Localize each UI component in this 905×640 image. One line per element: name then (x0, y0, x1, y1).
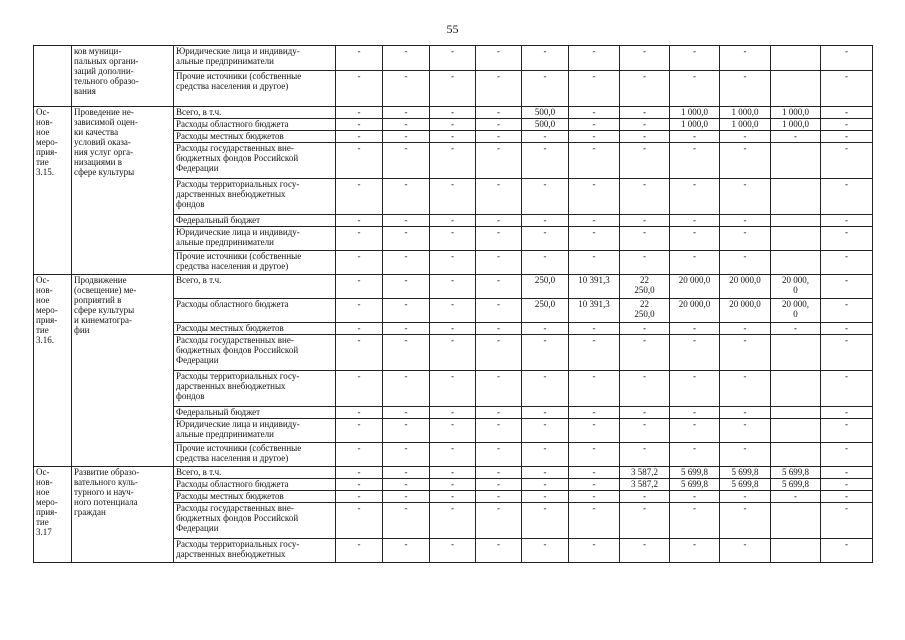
value-cell: - (821, 407, 873, 419)
funding-source-cell: Всего, в т.ч. (174, 107, 336, 119)
activity-name-cell: Развитие образо- вательного куль- турного и науч- ного потенциала граждан (72, 467, 174, 563)
value-cell: - (821, 227, 873, 251)
value-cell: - (430, 539, 476, 563)
value-cell: - (383, 275, 430, 299)
funding-source-cell: Расходы территориальных госу- дарственных внебюджетных (174, 539, 336, 563)
value-cell: - (821, 539, 873, 563)
value-cell: - (430, 179, 476, 215)
funding-source-cell: Федеральный бюджет (174, 407, 336, 419)
value-cell: 1 000,0 (771, 119, 821, 131)
value-cell: - (383, 371, 430, 407)
value-cell: - (720, 46, 771, 71)
value-cell: - (383, 299, 430, 323)
value-cell: - (476, 107, 522, 119)
value-cell: - (522, 419, 569, 443)
value-cell: - (670, 491, 720, 503)
value-cell: - (430, 323, 476, 335)
table-row (34, 46, 873, 71)
value-cell: - (430, 251, 476, 275)
value-cell (771, 407, 821, 419)
value-cell: - (620, 443, 670, 467)
value-cell: - (383, 491, 430, 503)
value-cell: - (771, 131, 821, 143)
value-cell: - (336, 143, 383, 179)
value-cell: - (336, 227, 383, 251)
value-cell: - (620, 215, 670, 227)
value-cell: - (670, 419, 720, 443)
value-cell: - (522, 371, 569, 407)
value-cell: - (620, 46, 670, 71)
value-cell: - (821, 371, 873, 407)
value-cell: - (569, 491, 620, 503)
activity-number-cell: Ос- нов- ное меро- прия- тие 3.16. (34, 275, 72, 467)
value-cell: - (336, 179, 383, 215)
value-cell: 3 587,2 (620, 467, 670, 479)
value-cell: - (336, 251, 383, 275)
value-cell: - (430, 119, 476, 131)
value-cell: - (476, 479, 522, 491)
value-cell: - (670, 539, 720, 563)
value-cell: - (569, 419, 620, 443)
value-cell: - (821, 119, 873, 131)
activity-number-cell (34, 46, 72, 107)
value-cell: - (430, 143, 476, 179)
value-cell: - (383, 215, 430, 227)
value-cell: - (336, 275, 383, 299)
value-cell: - (569, 107, 620, 119)
value-cell: 1 000,0 (720, 107, 771, 119)
value-cell: - (821, 131, 873, 143)
value-cell: - (476, 215, 522, 227)
value-cell: - (430, 71, 476, 107)
funding-source-cell: Расходы местных бюджетов (174, 323, 336, 335)
value-cell: 1 000,0 (670, 119, 720, 131)
funding-source-cell: Федеральный бюджет (174, 215, 336, 227)
value-cell: - (720, 143, 771, 179)
value-cell: 250,0 (522, 299, 569, 323)
value-cell: - (569, 46, 620, 71)
value-cell: - (476, 299, 522, 323)
value-cell: 22 250,0 (620, 299, 670, 323)
value-cell: - (476, 335, 522, 371)
value-cell: - (383, 131, 430, 143)
value-cell: - (476, 227, 522, 251)
value-cell: - (336, 323, 383, 335)
value-cell: - (821, 323, 873, 335)
value-cell: - (522, 443, 569, 467)
value-cell: - (522, 131, 569, 143)
value-cell: - (771, 323, 821, 335)
funding-source-cell: Расходы областного бюджета (174, 119, 336, 131)
value-cell: - (620, 119, 670, 131)
value-cell: - (336, 131, 383, 143)
value-cell: - (522, 335, 569, 371)
funding-source-cell: Юридические лица и индивиду- альные предприниматели (174, 46, 336, 71)
value-cell: - (383, 467, 430, 479)
value-cell: - (670, 71, 720, 107)
value-cell: - (430, 107, 476, 119)
value-cell: - (383, 119, 430, 131)
value-cell: - (720, 539, 771, 563)
value-cell: - (569, 323, 620, 335)
value-cell: - (336, 467, 383, 479)
value-cell: - (821, 467, 873, 479)
value-cell: 5 699,8 (720, 467, 771, 479)
value-cell: - (383, 71, 430, 107)
table-row (34, 467, 873, 479)
value-cell: - (476, 143, 522, 179)
value-cell (771, 503, 821, 539)
value-cell: - (821, 46, 873, 71)
funding-source-cell: Расходы государственных вне- бюджетных фондов Российской Федерации (174, 503, 336, 539)
value-cell: - (430, 215, 476, 227)
value-cell: - (522, 491, 569, 503)
value-cell: - (620, 491, 670, 503)
funding-source-cell: Всего, в т.ч. (174, 275, 336, 299)
value-cell: - (720, 491, 771, 503)
value-cell: - (383, 107, 430, 119)
value-cell (771, 371, 821, 407)
value-cell: - (821, 503, 873, 539)
table-row (34, 275, 873, 299)
value-cell: - (670, 131, 720, 143)
value-cell (771, 227, 821, 251)
value-cell: - (569, 467, 620, 479)
value-cell: - (569, 215, 620, 227)
value-cell (771, 46, 821, 71)
value-cell: - (720, 179, 771, 215)
value-cell: - (821, 479, 873, 491)
value-cell: - (720, 407, 771, 419)
activity-number-cell: Ос- нов- ное меро- прия- тие 3.17 (34, 467, 72, 563)
value-cell: - (720, 251, 771, 275)
value-cell: - (620, 107, 670, 119)
value-cell: - (383, 179, 430, 215)
value-cell: - (522, 71, 569, 107)
value-cell: - (620, 143, 670, 179)
activity-name-cell: Продвижение (освещение) ме- роприятий в сфере культуры и кинематогра- фии (72, 275, 174, 467)
value-cell: - (336, 119, 383, 131)
value-cell: - (336, 215, 383, 227)
value-cell: - (522, 143, 569, 179)
value-cell: - (336, 443, 383, 467)
activity-name-cell: Проведение не- зависимой оцен- ки качества условий оказа- ния услуг орга- низациями в сфере культуры (72, 107, 174, 275)
value-cell: - (430, 46, 476, 71)
value-cell: - (720, 419, 771, 443)
value-cell: - (720, 503, 771, 539)
value-cell: - (522, 407, 569, 419)
value-cell: - (476, 503, 522, 539)
activity-name-cell: ков муници- пальных органи- заций дополни- тельного образо- вания (72, 46, 174, 107)
value-cell: - (430, 275, 476, 299)
value-cell: 20 000,0 (670, 275, 720, 299)
value-cell: - (383, 335, 430, 371)
value-cell: - (522, 539, 569, 563)
value-cell: - (383, 419, 430, 443)
value-cell: - (620, 335, 670, 371)
value-cell: - (336, 419, 383, 443)
value-cell: - (476, 71, 522, 107)
value-cell: - (620, 179, 670, 215)
value-cell (771, 215, 821, 227)
value-cell: - (383, 251, 430, 275)
value-cell: - (569, 539, 620, 563)
value-cell: - (336, 107, 383, 119)
value-cell: 1 000,0 (771, 107, 821, 119)
activity-number-cell: Ос- нов- ное меро- прия- тие 3.15. (34, 107, 72, 275)
funding-source-cell: Расходы областного бюджета (174, 299, 336, 323)
value-cell: - (383, 323, 430, 335)
value-cell: - (670, 371, 720, 407)
funding-source-cell: Расходы областного бюджета (174, 479, 336, 491)
value-cell (771, 179, 821, 215)
value-cell: - (670, 227, 720, 251)
funding-source-cell: Расходы государственных вне- бюджетных фондов Российской Федерации (174, 335, 336, 371)
value-cell: - (569, 227, 620, 251)
value-cell (771, 71, 821, 107)
value-cell: - (430, 407, 476, 419)
value-cell: - (670, 323, 720, 335)
table-row (34, 107, 873, 119)
value-cell: - (383, 539, 430, 563)
value-cell: - (430, 299, 476, 323)
value-cell: - (569, 143, 620, 179)
value-cell: - (383, 46, 430, 71)
value-cell: - (569, 179, 620, 215)
value-cell: 1 000,0 (720, 119, 771, 131)
funding-source-cell: Расходы территориальных госу- дарственных внебюджетных фондов (174, 371, 336, 407)
value-cell: - (476, 407, 522, 419)
value-cell: - (620, 503, 670, 539)
value-cell: - (476, 131, 522, 143)
value-cell: 5 699,8 (670, 479, 720, 491)
value-cell: 1 000,0 (670, 107, 720, 119)
value-cell: - (522, 179, 569, 215)
value-cell: - (670, 143, 720, 179)
value-cell: - (720, 335, 771, 371)
funding-source-cell: Всего, в т.ч. (174, 467, 336, 479)
value-cell: - (670, 407, 720, 419)
value-cell (771, 419, 821, 443)
value-cell: - (569, 335, 620, 371)
value-cell: - (522, 215, 569, 227)
value-cell: - (430, 503, 476, 539)
value-cell: - (620, 371, 670, 407)
funding-source-cell: Расходы местных бюджетов (174, 131, 336, 143)
value-cell: 10 391,3 (569, 275, 620, 299)
value-cell (771, 143, 821, 179)
value-cell: 500,0 (522, 107, 569, 119)
value-cell: - (522, 503, 569, 539)
value-cell: - (430, 227, 476, 251)
value-cell: - (821, 107, 873, 119)
value-cell: - (383, 143, 430, 179)
value-cell: - (821, 491, 873, 503)
value-cell: - (620, 323, 670, 335)
value-cell: - (430, 491, 476, 503)
value-cell: - (430, 419, 476, 443)
value-cell: - (720, 215, 771, 227)
value-cell: - (821, 419, 873, 443)
value-cell: - (670, 46, 720, 71)
funding-source-cell: Расходы государственных вне- бюджетных фондов Российской Федерации (174, 143, 336, 179)
value-cell: - (476, 323, 522, 335)
value-cell: 10 391,3 (569, 299, 620, 323)
value-cell: - (476, 491, 522, 503)
value-cell: 22 250,0 (620, 275, 670, 299)
value-cell: - (720, 323, 771, 335)
value-cell: - (670, 443, 720, 467)
value-cell: - (336, 491, 383, 503)
value-cell: - (522, 227, 569, 251)
value-cell: - (383, 407, 430, 419)
value-cell (771, 251, 821, 275)
budget-table (33, 45, 873, 563)
value-cell: - (476, 467, 522, 479)
value-cell: - (522, 251, 569, 275)
value-cell: - (336, 371, 383, 407)
value-cell: - (821, 275, 873, 299)
value-cell: 3 587,2 (620, 479, 670, 491)
value-cell: - (569, 503, 620, 539)
value-cell: - (383, 227, 430, 251)
value-cell: - (336, 407, 383, 419)
value-cell: - (670, 215, 720, 227)
value-cell: - (336, 479, 383, 491)
value-cell: - (821, 71, 873, 107)
value-cell: - (821, 179, 873, 215)
funding-source-cell: Юридические лица и индивиду- альные предприниматели (174, 227, 336, 251)
funding-source-cell: Юридические лица и индивиду- альные предприниматели (174, 419, 336, 443)
value-cell: 20 000,0 (670, 299, 720, 323)
value-cell: - (569, 119, 620, 131)
value-cell: - (720, 443, 771, 467)
value-cell: - (821, 299, 873, 323)
value-cell: - (476, 251, 522, 275)
value-cell: - (383, 479, 430, 491)
value-cell: - (620, 251, 670, 275)
value-cell: - (569, 443, 620, 467)
value-cell: - (476, 275, 522, 299)
value-cell: - (476, 371, 522, 407)
value-cell: - (383, 443, 430, 467)
value-cell: - (720, 371, 771, 407)
funding-source-cell: Прочие источники (собственные средства населения и другое) (174, 71, 336, 107)
value-cell (771, 443, 821, 467)
value-cell: 20 000, 0 (771, 275, 821, 299)
value-cell: - (522, 479, 569, 491)
value-cell: - (670, 503, 720, 539)
value-cell: - (620, 131, 670, 143)
value-cell: - (476, 443, 522, 467)
value-cell: - (569, 131, 620, 143)
value-cell: - (670, 335, 720, 371)
value-cell: - (821, 335, 873, 371)
value-cell: - (336, 503, 383, 539)
value-cell: - (430, 335, 476, 371)
value-cell: 5 699,8 (720, 479, 771, 491)
value-cell: - (522, 46, 569, 71)
value-cell: - (430, 131, 476, 143)
value-cell: - (720, 71, 771, 107)
value-cell: 5 699,8 (670, 467, 720, 479)
value-cell: - (522, 467, 569, 479)
value-cell: - (476, 119, 522, 131)
value-cell: - (620, 419, 670, 443)
value-cell: - (336, 299, 383, 323)
value-cell: - (821, 443, 873, 467)
value-cell: - (430, 467, 476, 479)
value-cell: - (476, 46, 522, 71)
value-cell: - (430, 443, 476, 467)
value-cell: - (670, 251, 720, 275)
funding-source-cell: Прочие источники (собственные средства населения и другое) (174, 443, 336, 467)
value-cell: - (430, 479, 476, 491)
value-cell: 20 000,0 (720, 275, 771, 299)
value-cell: - (383, 503, 430, 539)
value-cell: - (569, 407, 620, 419)
value-cell: - (569, 371, 620, 407)
value-cell: - (336, 335, 383, 371)
value-cell: - (476, 179, 522, 215)
value-cell: 5 699,8 (771, 479, 821, 491)
value-cell: - (569, 251, 620, 275)
value-cell: - (522, 323, 569, 335)
value-cell: - (821, 215, 873, 227)
funding-source-cell: Расходы территориальных госу- дарственных внебюджетных фондов (174, 179, 336, 215)
value-cell (771, 539, 821, 563)
value-cell: 500,0 (522, 119, 569, 131)
value-cell: - (336, 71, 383, 107)
value-cell: - (476, 419, 522, 443)
value-cell: - (620, 539, 670, 563)
value-cell: - (620, 227, 670, 251)
value-cell: 20 000,0 (720, 299, 771, 323)
value-cell: - (336, 539, 383, 563)
value-cell: - (821, 143, 873, 179)
value-cell (771, 335, 821, 371)
value-cell: - (670, 179, 720, 215)
value-cell: - (336, 46, 383, 71)
value-cell: - (569, 479, 620, 491)
funding-source-cell: Расходы местных бюджетов (174, 491, 336, 503)
value-cell: - (569, 71, 620, 107)
page-number: 55 (446, 22, 459, 36)
value-cell: - (476, 539, 522, 563)
value-cell: 250,0 (522, 275, 569, 299)
value-cell: - (821, 251, 873, 275)
value-cell: - (720, 227, 771, 251)
value-cell: 5 699,8 (771, 467, 821, 479)
value-cell: - (620, 407, 670, 419)
value-cell: - (771, 491, 821, 503)
value-cell: 20 000, 0 (771, 299, 821, 323)
value-cell: - (620, 71, 670, 107)
value-cell: - (430, 371, 476, 407)
funding-source-cell: Прочие источники (собственные средства населения и другое) (174, 251, 336, 275)
value-cell: - (720, 131, 771, 143)
